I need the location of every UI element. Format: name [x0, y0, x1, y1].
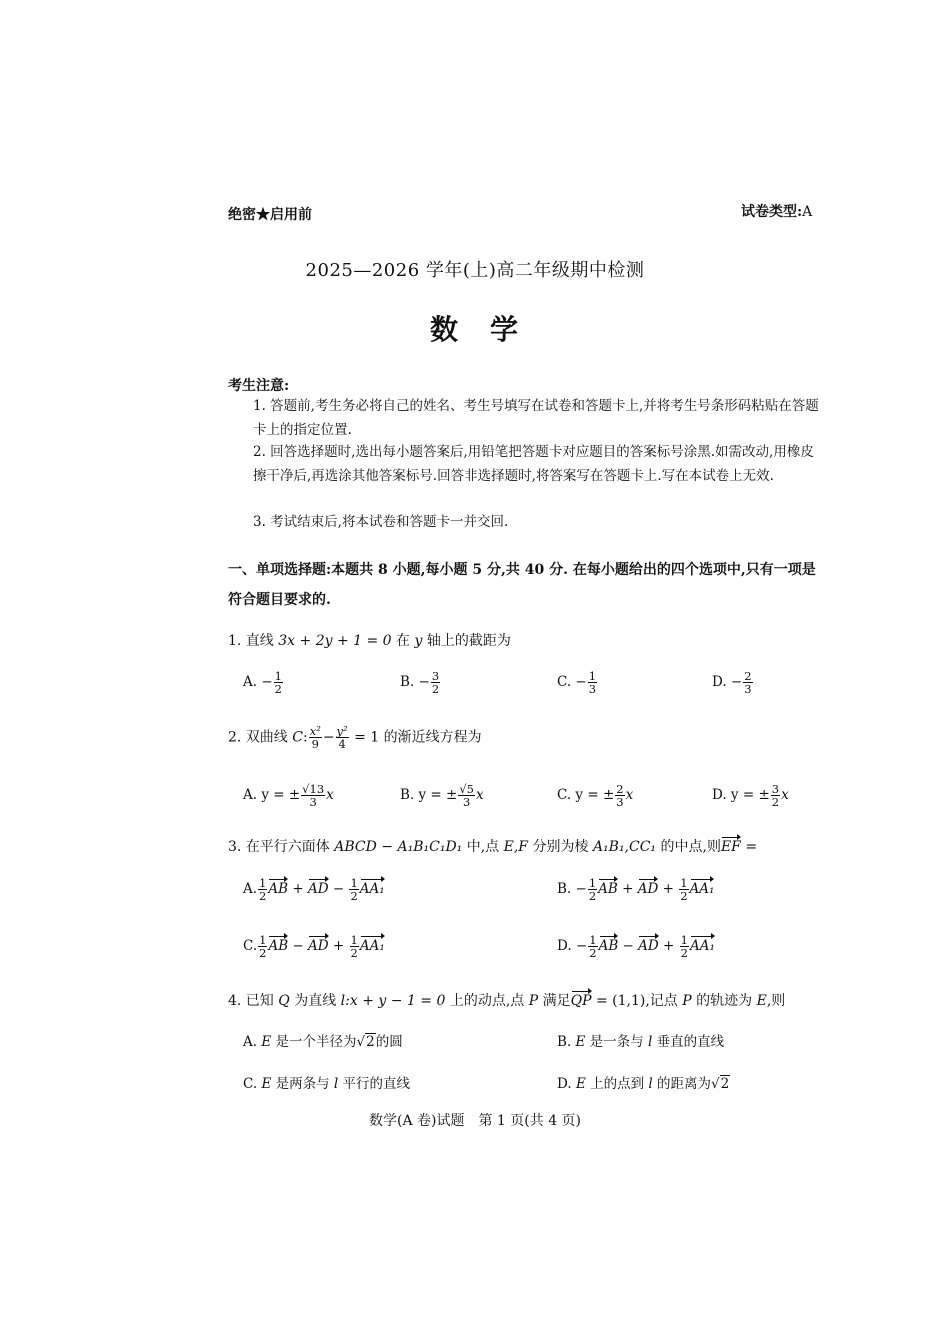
- question-1: 1. 直线 3x + 2y + 1 = 0 在 y 轴上的截距为: [228, 633, 511, 649]
- q1-option-d[interactable]: D. − $\frac{2}{3}$: [712, 669, 752, 696]
- section-1-title: 一、单项选择题:本题共 8 小题,每小题 5 分,共 40 分. 在每小题给出的四个选项中,只有一项是符合题目要求的.: [228, 562, 816, 608]
- q3-option-b[interactable]: B. − $\frac{1}{2}$ AB + AD + $\frac{1}{2}$ AA₁: [557, 876, 715, 903]
- q3-option-c[interactable]: C. $\frac{1}{2}$ AB − AD + $\frac{1}{2}$ AA₁: [243, 933, 385, 960]
- paper-type-value: A: [802, 204, 813, 220]
- q1-option-a[interactable]: A. − $\frac{1}{2}$: [243, 669, 282, 696]
- q2-option-d[interactable]: D. y = ± $\frac{3}{2}$ x: [712, 782, 789, 809]
- subject-title: 数 学: [429, 313, 520, 346]
- notice-heading: 考生注意:: [228, 378, 290, 394]
- notice-item-2: 2. 回答选择题时,选出每小题答案后,用铅笔把答题卡对应题目的答案标号涂黑.如需改动,用橡皮擦干净后,再选涂其他答案标号.回答非选择题时,将答案写在答题卡上.写在本试卷上无效.: [253, 444, 814, 484]
- q4-option-d[interactable]: D. E 上的点到 l 的距离为√2: [557, 1076, 730, 1092]
- exam-title: 2025—2026 学年(上)高二年级期中检测: [305, 260, 645, 281]
- vector-qp: QP: [571, 990, 592, 1009]
- q4-option-b[interactable]: B. E 是一条与 l 垂直的直线: [557, 1034, 725, 1050]
- q2-option-b[interactable]: B. y = ± $\frac{√5}{3}$ x: [400, 782, 484, 809]
- paper-type: [741, 201, 812, 221]
- notice-item-3: 3. 考试结束后,将本试卷和答题卡一并交回.: [253, 514, 509, 530]
- q1-option-c[interactable]: C. − $\frac{1}{3}$: [557, 669, 597, 696]
- q2-option-c[interactable]: C. y = ± $\frac{2}{3}$ x: [557, 782, 634, 809]
- notice-item-1: 1. 答题前,考生务必将自己的姓名、考生号填写在试卷和答题卡上,并将考生号条形码粘贴在答题卡上的指定位置.: [253, 398, 819, 438]
- paper-type-label: 试卷类型:: [741, 204, 803, 220]
- question-3: 3. 在平行六面体 ABCD − A₁B₁C₁D₁ 中,点 E,F 分别为棱 A₁B₁,CC₁ 的中点,则EF =: [228, 836, 757, 856]
- q2-option-a[interactable]: A. y = ± $\frac{√13}{3}$ x: [243, 782, 334, 809]
- vector-ef: EF: [721, 836, 741, 855]
- secret-label: 绝密★启用前: [228, 207, 312, 223]
- q3-option-a[interactable]: A. $\frac{1}{2}$ AB + AD − $\frac{1}{2}$ AA₁: [243, 876, 385, 903]
- question-2: 2. 双曲线 C: $\frac{\text{x²}}{9}$ − $\frac{\text{y²}}{4}$ = 1 的渐近线方程为: [228, 724, 482, 751]
- q4-option-c[interactable]: C. E 是两条与 l 平行的直线: [243, 1076, 411, 1092]
- q3-option-d[interactable]: D. − $\frac{1}{2}$ AB − AD + $\frac{1}{2}$ AA₁: [557, 933, 715, 960]
- q1-option-b[interactable]: B. − $\frac{3}{2}$: [400, 669, 440, 696]
- q4-option-a[interactable]: A. E 是一个半径为√2的圆: [243, 1034, 403, 1050]
- page-footer: 数学(A 卷)试题 第 1 页(共 4 页): [368, 1113, 582, 1129]
- question-4: 4. 已知 Q 为直线 l:x + y − 1 = 0 上的动点,点 P 满足QP = (1,1),记点 P 的轨迹为 E,则: [228, 990, 785, 1010]
